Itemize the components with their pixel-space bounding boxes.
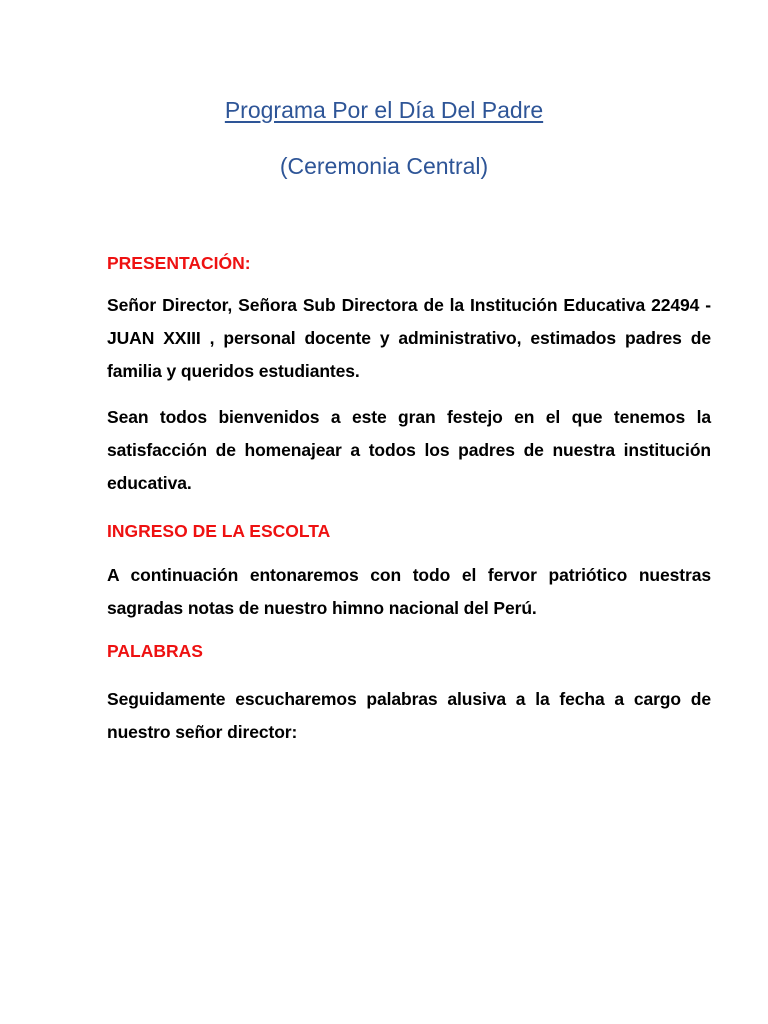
heading-ingreso-escolta: INGRESO DE LA ESCOLTA: [107, 521, 331, 541]
paragraph-bienvenida: Sean todos bienvenidos a este gran festejo en el que tenemos la satisfacción de homenajear a todos los padres de nuestra institución educativa.: [107, 407, 711, 493]
paragraph-himno: A continuación entonaremos con todo el fervor patriótico nuestras sagradas notas de nuestro himno nacional del Perú.: [107, 565, 711, 618]
paragraph-saludo: Señor Director, Señora Sub Directora de la Institución Educativa 22494 - JUAN XXIII , personal docente y administrativo, estimados padres de familia y queridos estudiantes.: [107, 295, 711, 381]
paragraph-palabras: Seguidamente escucharemos palabras alusiva a la fecha a cargo de nuestro señor director:: [107, 689, 711, 742]
document-title: Programa Por el Día Del Padre: [224, 97, 544, 123]
heading-presentacion: PRESENTACIÓN:: [107, 253, 251, 273]
heading-palabras: PALABRAS: [107, 641, 203, 661]
document-subtitle: (Ceremonia Central): [279, 153, 489, 179]
